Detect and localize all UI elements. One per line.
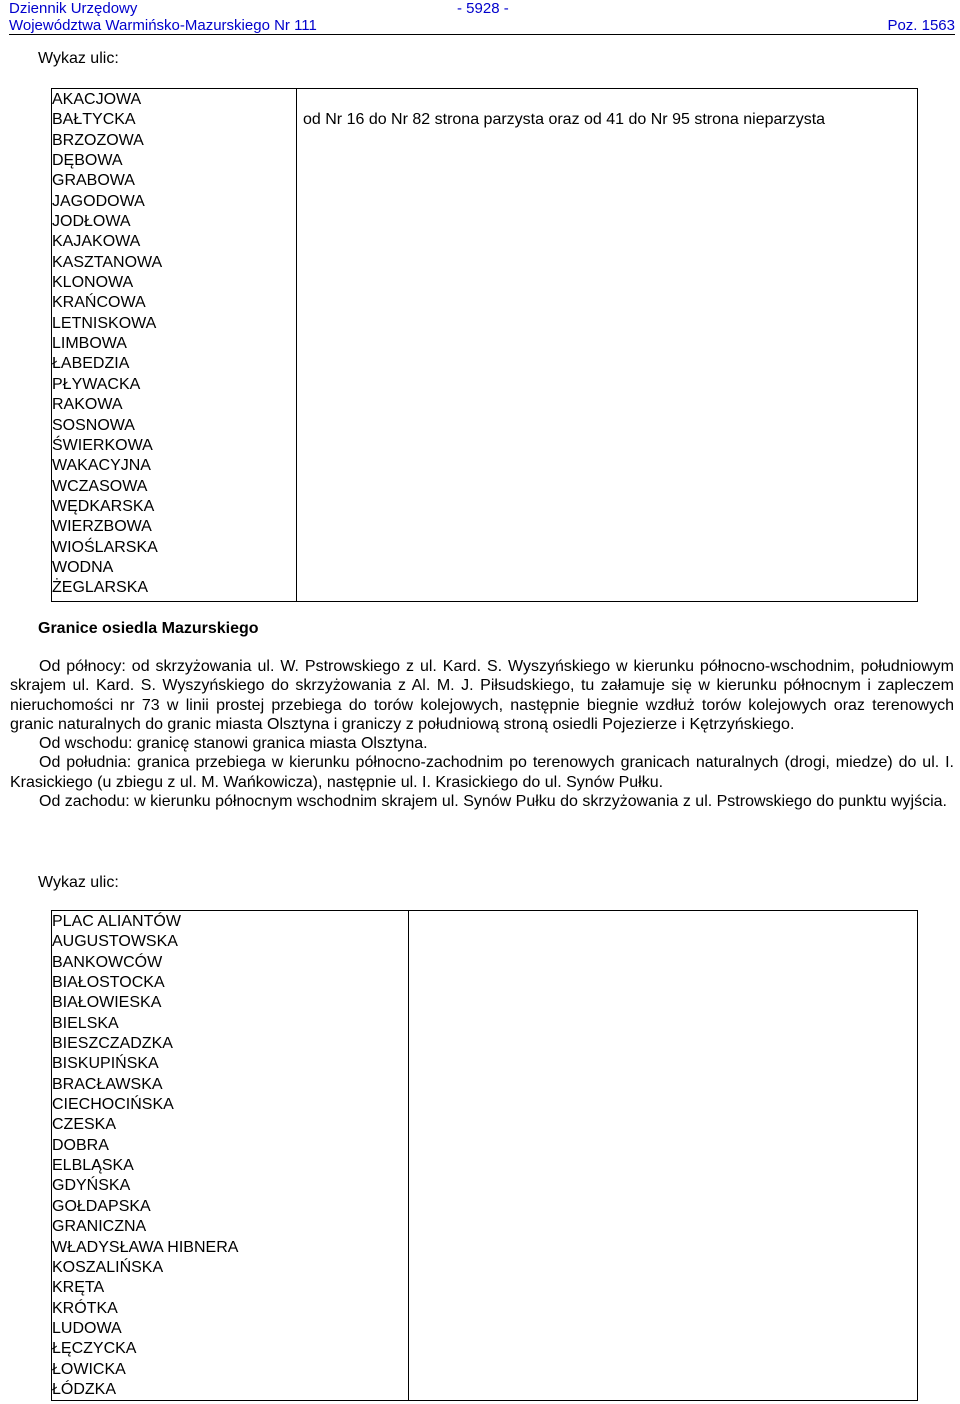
street-name: ŻEGLARSKA — [52, 579, 149, 597]
street-name: LIMBOWA — [52, 335, 127, 353]
street-name: KAJAKOWA — [52, 233, 141, 251]
street-name: BISKUPIŃSKA — [52, 1055, 159, 1073]
street-name: WIOŚLARSKA — [52, 538, 158, 556]
boundary-west: Od zachodu: w kierunku północnym wschodnim skrajem ul. Synów Pułku do skrzyżowania z ul. Pstrowskiego do punktu wyjścia. — [39, 793, 947, 811]
street-name: KOSZALIŃSKA — [52, 1258, 164, 1276]
street-name: WCZASOWA — [52, 477, 148, 495]
position-number: Poz. 1563 — [887, 17, 955, 34]
streets-table-1 — [51, 88, 918, 602]
street-list — [52, 89, 297, 602]
street-name: GRANICZNA — [52, 1218, 147, 1236]
street-name: BAŁTYCKA — [52, 111, 136, 129]
street-name: DOBRA — [52, 1136, 109, 1154]
streets-heading-2: Wykaz ulic: — [38, 874, 119, 891]
street-name: SOSNOWA — [52, 416, 135, 434]
street-name: WĘDKARSKA — [52, 497, 155, 515]
street-name: WŁADYSŁAWA HIBNERA — [52, 1238, 239, 1256]
street-name: RAKOWA — [52, 396, 123, 414]
street-name: WAKACYJNA — [52, 457, 151, 475]
journal-title: Dziennik Urzędowy — [9, 0, 138, 17]
street-name: BIELSKA — [52, 1014, 119, 1032]
street-name: GDYŃSKA — [52, 1177, 131, 1195]
range-cell — [297, 89, 918, 602]
street-name: DĘBOWA — [52, 152, 123, 170]
street-name: GRABOWA — [52, 172, 135, 190]
street-name: BIAŁOSTOCKA — [52, 974, 165, 992]
boundaries-heading: Granice osiedla Mazurskiego — [38, 620, 259, 637]
street-name: BIESZCZADZKA — [52, 1035, 173, 1053]
street-name: KASZTANOWA — [52, 253, 163, 271]
street-name: BIAŁOWIESKA — [52, 994, 162, 1012]
street-name: KRĘTA — [52, 1279, 105, 1297]
street-list — [52, 911, 409, 1401]
street-name: PŁYWACKA — [52, 375, 141, 393]
boundary-south: Od południa: granica przebiega w kierunku północno-zachodnim po terenowych granicach naturalnych (drogi, miedze) do ul. I. Krasickiego (u zbiegu z ul. M. Wańkowicza), następnie ul. I. Krasickiego do ul. Synów Pułku. — [10, 754, 954, 791]
house-number-range: od Nr 16 do Nr 82 strona parzysta oraz od 41 do Nr 95 strona nieparzysta — [303, 111, 826, 128]
street-name: KRÓTKA — [52, 1299, 118, 1317]
street-name: LETNISKOWA — [52, 314, 157, 332]
streets-heading-1: Wykaz ulic: — [38, 50, 119, 67]
street-name: ŁÓDZKA — [52, 1380, 117, 1398]
page-number: - 5928 - — [457, 0, 509, 17]
street-name: ŁOWICKA — [52, 1360, 126, 1378]
street-name: LUDOWA — [52, 1319, 122, 1337]
street-name: JODŁOWA — [52, 213, 131, 231]
street-name: BANKOWCÓW — [52, 953, 163, 971]
table-row — [52, 89, 918, 602]
boundary-north: Od północy: od skrzyżowania ul. W. Pstrowskiego z ul. Kard. S. Wyszyńskiego w kierunku północno-wschodnim, południowym skrajem ul. Kard. S. Wyszyńskiego do skrzyżowania z Al. M. J. Piłsudskiego, tu załamuje się w kierunku północnym i zapleczem nieruchomości nr 73 w linii prostej przebiega do torów kolejowych, następnie biegnie wzdłuż torów kolejowych oraz terenowych granic naturalnych do granic miasta Olsztyna i graniczy z południową stroną osiedli Pojezierze i Kętrzyńskiego. — [10, 658, 954, 733]
street-name: ŁABEDZIA — [52, 355, 130, 373]
street-name: BRACŁAWSKA — [52, 1075, 163, 1093]
street-name: ŁĘCZYCKA — [52, 1340, 137, 1358]
street-name: PLAC ALIANTÓW — [52, 913, 181, 930]
street-name: BRZOZOWA — [52, 131, 144, 149]
street-name: ELBLĄSKA — [52, 1157, 134, 1175]
street-name: WIERZBOWA — [52, 518, 152, 536]
street-name: WODNA — [52, 558, 114, 576]
street-name: CIECHOCIŃSKA — [52, 1096, 174, 1114]
street-name: AKACJOWA — [52, 91, 142, 108]
street-name: GOŁDAPSKA — [52, 1197, 151, 1215]
street-name: KLONOWA — [52, 274, 134, 292]
journal-voivodeship: Województwa Warmińsko-Mazurskiego Nr 111 — [9, 17, 317, 34]
boundary-east: Od wschodu: granicę stanowi granica miasta Olsztyna. — [39, 735, 428, 753]
table-row — [52, 911, 918, 1401]
street-name: KRAŃCOWA — [52, 294, 146, 312]
boundaries-description — [10, 657, 954, 811]
street-name: AUGUSTOWSKA — [52, 933, 178, 951]
page-header — [9, 0, 955, 35]
street-name: CZESKA — [52, 1116, 117, 1134]
streets-table-2 — [51, 910, 918, 1401]
street-name: JAGODOWA — [52, 192, 145, 210]
street-name: ŚWIERKOWA — [52, 436, 153, 454]
range-cell — [409, 911, 918, 1401]
